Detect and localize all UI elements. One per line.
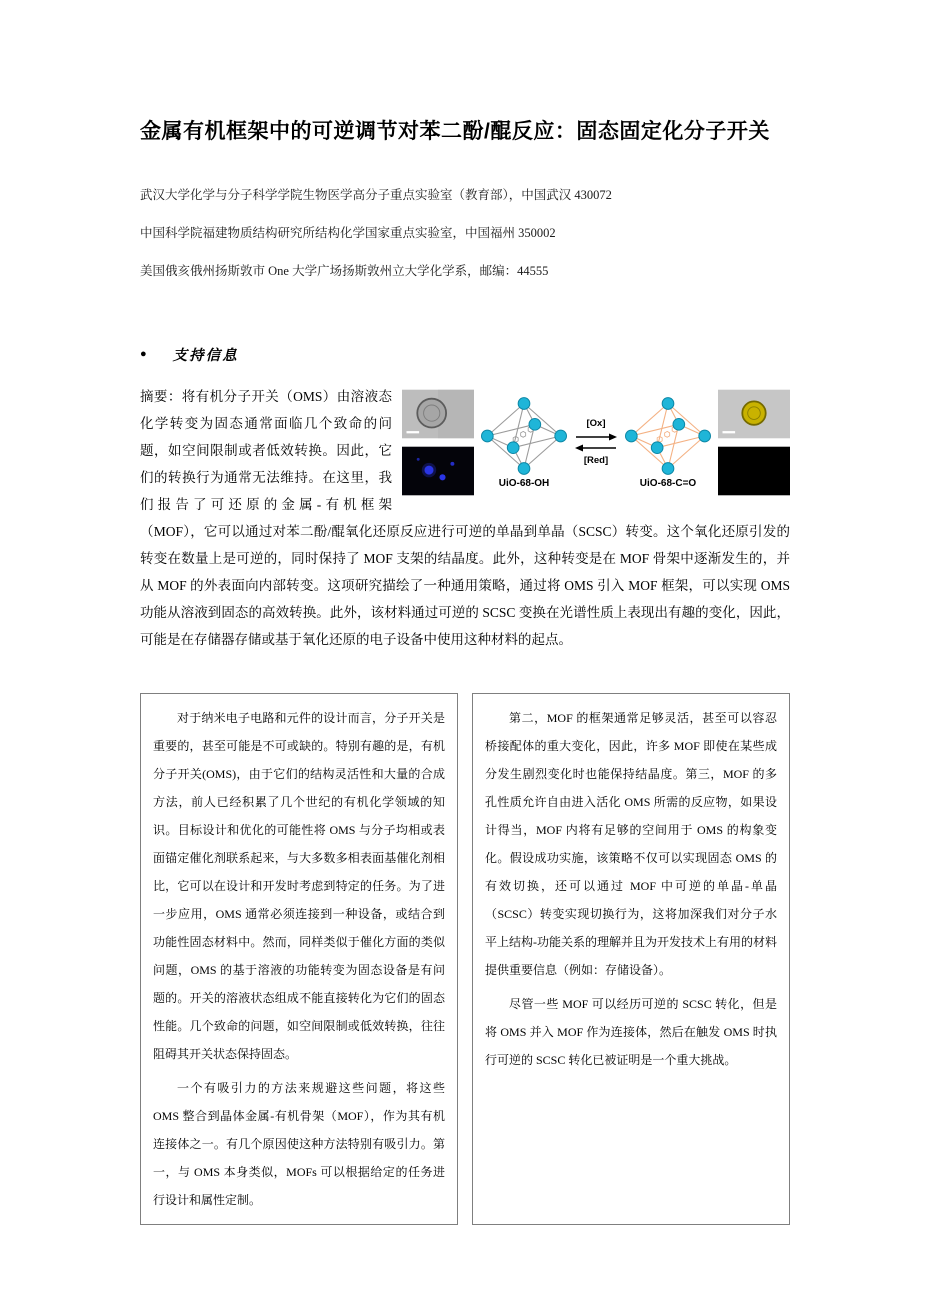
mof-label-left: UiO-68-OH — [498, 477, 550, 489]
paper-content — [140, 118, 790, 1225]
text-box-right — [472, 693, 790, 1225]
abstract-text: 摘要：将有机分子开关（OMS）由溶液态化学转变为固态通常面临几个致命的问题，如空间限制或者低效转换。因此，它们的转换行为通常无法维持。在这里，我们报告了可还原的金属-有机框架（MOF），它可以通过对苯二酚/醌氧化还原反应进行可逆的单晶到单晶（SCSC）转变。这个氧化还原引发的转变在数量上是可逆的，同时保持了 MOF 支架的结晶度。此外，这种转变是在 MOF 骨架中逐渐发生的，并从 MOF 的外表面向内部转变。这项研究描绘了一种通用策略，通过将 OMS 引入 MOF 框架，可以实现 OMS 功能从溶液到固态的高效转换。此外，该材料通过可逆的 SCSC 变换在光谱性质上表现出有趣的变化，因此，可能是在存储器存储或基于氧化还原的电子设备中使用这种材料的起点。 — [140, 389, 790, 648]
fluorescence-blue-image — [402, 444, 474, 498]
right-paragraph-2: 尽管一些 MOF 可以经历可逆的 SCSC 转化，但是将 OMS 并入 MOF 作为连接体，然后在触发 OMS 时执行可逆的 SCSC 转化已被证明是一个重大挑战。 — [485, 997, 777, 1068]
bullet-icon: ● — [140, 348, 147, 361]
two-column-body — [140, 693, 790, 1225]
dark-image — [718, 444, 790, 498]
equilibrium-arrows-icon — [574, 430, 618, 454]
text-box-left — [140, 693, 458, 1225]
octahedron-framework-left — [478, 396, 570, 476]
left-paragraph-1: 对于纳米电子电路和元件的设计而言，分子开关是重要的，甚至可能是不可或缺的。特别有趣的是，有机分子开关(OMS)，由于它们的结构灵活性和大量的合成方法，前人已经积累了几个世纪的有机化学领域的知识。目标设计和优化的可能性将 OMS 与分子均相或表面锚定催化剂联系起来，与大多数多相表面基催化剂相比，它可以在设计和开发时考虑到特定的任务。为了进一步应用，OMS 通常必须连接到一种设备，或结合到功能性固态材料中。然而，同样类似于催化方面的类似问题，OMS 的基于溶液的功能转变为固态设备是有问题的。开关的溶液状态组成不能直接转化为它们的固态性能。几个致命的问题，如空间限制或低效转换，往往阻碍其开关状态保持固态。 — [153, 711, 445, 1062]
octahedron-framework-right — [622, 396, 714, 476]
mof-structure-left — [478, 396, 570, 489]
brightfield-crystal-right-image — [718, 387, 790, 441]
affiliation-line-1: 武汉大学化学与分子科学学院生物医学高分子重点实验室（教育部），中国武汉 430072 — [140, 188, 612, 203]
support-info-label: 支持信息 — [172, 348, 239, 365]
red-label: [Red] — [583, 455, 609, 467]
page-title: 金属有机框架中的可逆调节对苯二酚/醌反应：固态固定化分子开关 — [140, 120, 770, 143]
affiliation-line-3: 美国俄亥俄州扬斯敦市 One 大学广场扬斯敦州立大学化学系，邮编：44555 — [140, 264, 549, 279]
graphical-abstract-figure — [402, 383, 790, 501]
right-microscopy-stack — [718, 387, 790, 498]
right-paragraph-1: 第二，MOF 的框架通常足够灵活，甚至可以容忍桥接配体的重大变化，因此，许多 MOF 即使在某些成分发生剧烈变化时也能保持结晶度。第三，MOF 的多孔性质允许自由进入活化 OMS 所需的反应物，如果设计得当，MOF 内将有足够的空间用于 OMS 的构象变化。假设成功实施，该策略不仅可以实现固态 OMS 的有效切换，还可以通过 MOF 中可逆的单晶-单晶（SCSC）转变实现切换行为，这将加深我们对分子水平上结构-功能关系的理解并且为开发技术上有用的材料提供重要信息（例如：存储设备）。 — [485, 711, 777, 978]
abstract-section — [140, 383, 790, 653]
support-info-heading — [140, 344, 790, 365]
mof-label-right: UiO-68-C=O — [639, 477, 697, 489]
redox-arrows — [574, 418, 618, 467]
ox-label: [Ox] — [586, 417, 606, 429]
left-paragraph-2: 一个有吸引力的方法来规避这些问题，将这些 OMS 整合到晶体金属-有机骨架（MOF），作为其有机连接体之一。有几个原因使这种方法特别有吸引力。第一，与 OMS 本身类似，MOFs 可以根据给定的任务进行设计和属性定制。 — [153, 1081, 445, 1208]
mof-structure-right — [622, 396, 714, 489]
affiliations — [140, 176, 790, 290]
brightfield-crystal-left-image — [402, 387, 474, 441]
left-microscopy-stack — [402, 387, 474, 498]
affiliation-line-2: 中国科学院福建物质结构研究所结构化学国家重点实验室，中国福州 350002 — [140, 226, 556, 241]
